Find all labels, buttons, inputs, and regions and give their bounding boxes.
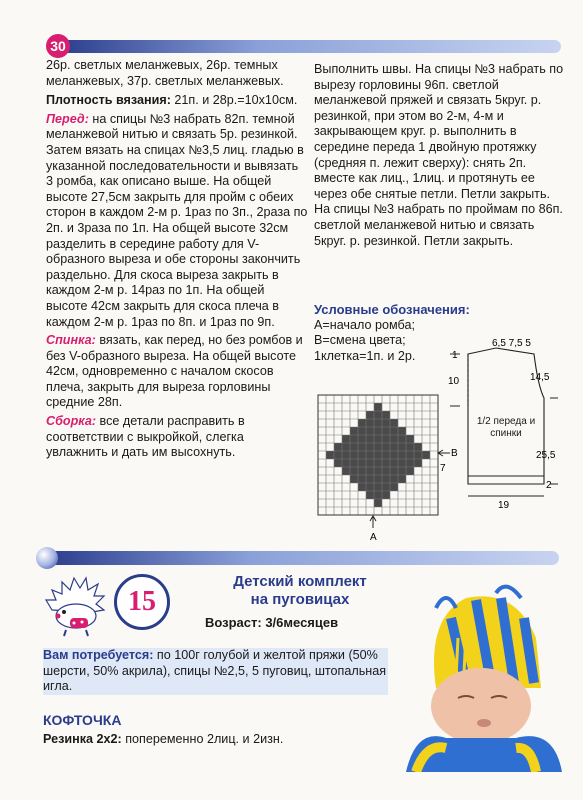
chart-cell-filled: [342, 467, 350, 475]
legend-item-a: А=начало ромба;: [314, 317, 415, 332]
page-number: 30: [46, 34, 70, 58]
chart-cell-filled: [366, 491, 374, 499]
chart-cell-filled: [358, 419, 366, 427]
chart-cell-filled: [398, 459, 406, 467]
chart-cell-filled: [366, 451, 374, 459]
chart-cell-filled: [366, 459, 374, 467]
chart-cell-filled: [350, 475, 358, 483]
chart-cell-filled: [374, 499, 382, 507]
rib-paragraph: [43, 732, 283, 746]
chart-cell-filled: [334, 459, 342, 467]
chart-cell-filled: [374, 491, 382, 499]
chart-cell-filled: [342, 451, 350, 459]
chart-cell-filled: [382, 443, 390, 451]
chart-cell-filled: [366, 467, 374, 475]
chart-cell-filled: [390, 475, 398, 483]
front-label: Перед:: [46, 111, 89, 126]
chart-cell-filled: [382, 451, 390, 459]
chart-cell-filled: [398, 475, 406, 483]
rib-label: Резинка 2х2:: [43, 732, 122, 746]
chart-cell-filled: [398, 443, 406, 451]
chart-cell-filled: [374, 483, 382, 491]
chart-cell-filled: [358, 435, 366, 443]
chart-cell-filled: [374, 411, 382, 419]
chart-cell-filled: [342, 443, 350, 451]
chart-cell-filled: [350, 459, 358, 467]
chart-cell-filled: [350, 443, 358, 451]
chart-cell-filled: [358, 427, 366, 435]
schematic-caption-box: [470, 416, 542, 452]
chart-cell-filled: [374, 475, 382, 483]
schematic-dim-19: 19: [498, 500, 510, 511]
chart-cell-filled: [414, 443, 422, 451]
chart-cell-filled: [406, 451, 414, 459]
chart-label-7: 7: [440, 463, 446, 474]
chart-cell-filled: [374, 443, 382, 451]
chart-cell-filled: [390, 467, 398, 475]
chart-cell-filled: [406, 435, 414, 443]
chart-cell-filled: [390, 443, 398, 451]
chart-cell-filled: [366, 411, 374, 419]
density-text: 21п. и 28р.=10х10см.: [170, 93, 298, 108]
chart-cell-filled: [390, 427, 398, 435]
chart-cell-filled: [390, 459, 398, 467]
chart-cell-filled: [398, 427, 406, 435]
schematic-ticks-right: [550, 398, 558, 484]
top-decor-bar: [56, 40, 561, 53]
chart-cell-filled: [366, 443, 374, 451]
chart-cell-filled: [406, 467, 414, 475]
density-paragraph: [46, 93, 308, 109]
section-divider-bar: [44, 551, 559, 565]
pattern-schematic: [440, 336, 570, 526]
legend-item-cell: 1клетка=1п. и 2р.: [314, 348, 416, 363]
chart-cell-filled: [398, 467, 406, 475]
chart-cell-filled: [350, 427, 358, 435]
chart-cells: [326, 403, 430, 507]
hedgehog-mascot-icon: [42, 570, 112, 640]
chart-cell-filled: [334, 451, 342, 459]
chart-cell-filled: [350, 467, 358, 475]
chart-cell-filled: [358, 459, 366, 467]
requirements-block: [43, 648, 388, 695]
chart-cell-filled: [382, 419, 390, 427]
back-label: Спинка:: [46, 333, 96, 348]
chart-cell-filled: [366, 475, 374, 483]
chart-cell-filled: [382, 459, 390, 467]
assembly-text: все детали расправить в соответствии с выкройкой, слегка увлажнить и дать им высохнуть.: [46, 414, 245, 460]
project-number: 15: [114, 574, 170, 630]
schematic-caption: 1/2 переда и спинки: [476, 416, 536, 439]
back-paragraph: [46, 333, 308, 411]
arrow-a-icon: [370, 516, 376, 528]
chart-cell-filled: [342, 459, 350, 467]
assembly-paragraph: [46, 414, 308, 461]
chart-cell-filled: [326, 451, 334, 459]
chart-cell-filled: [382, 483, 390, 491]
schematic-marker-2: 2: [546, 480, 552, 491]
chart-cell-filled: [366, 483, 374, 491]
chart-cell-filled: [358, 451, 366, 459]
chart-label-b: В: [451, 448, 458, 459]
project-title: [180, 573, 420, 609]
legend-item-b: В=смена цвета;: [314, 333, 406, 348]
chart-cell-filled: [406, 459, 414, 467]
baby-photo: [396, 578, 564, 772]
yarn-intro: 26р. светлых меланжевых, 26р. темных меланжевых, 37р. светлых меланжевых.: [46, 58, 284, 88]
assembly-label: Сборка:: [46, 414, 97, 429]
chart-cell-filled: [374, 403, 382, 411]
project-title-line2: на пуговицах: [250, 591, 350, 608]
schematic-top-dims: 6,5 7,5 5: [492, 338, 531, 349]
chart-cell-filled: [374, 435, 382, 443]
chart-cell-filled: [374, 419, 382, 427]
chart-cell-filled: [358, 475, 366, 483]
project-age: Возраст: 3/6месяцев: [205, 615, 339, 630]
chart-cell-filled: [398, 435, 406, 443]
schematic-dim-25-5: 25,5: [536, 450, 556, 461]
front-text: на спицы №3 набрать 82п. темной меланжевой нитью и связать 5р. резинкой. Затем вязать на спицах №3,5 лиц. гладью в указанной последовательности и вывязать 3 ромба, как описано выше. На общей высоте 27,5см закрыть для пройм с обеих сторон в каждом 2-м р. 1раз по 3п., 2раза по 2п. и 3раза по 1п. На общей высоте 32см разделить в середине работу для V-образного выреза и обе стороны закончить раздельно. Для скоса выреза закрыть в каждом 2-м р. 14раз по 1п. На общей высоте 42см закрыть для скоса плеча в каждом 2-м р. 1раз по 8п. и 1раз по 9п.: [46, 111, 308, 329]
chart-cell-filled: [350, 451, 358, 459]
chart-cell-filled: [342, 435, 350, 443]
chart-cell-filled: [358, 467, 366, 475]
rib-text: попеременно 2лиц. и 2изн.: [121, 732, 284, 746]
chart-cell-filled: [382, 467, 390, 475]
schematic-dim-10: 10: [448, 376, 460, 387]
schematic-dim-14-5: 14,5: [530, 372, 550, 383]
chart-cell-filled: [382, 475, 390, 483]
chart-cell-filled: [366, 427, 374, 435]
divider-ball-icon: [36, 547, 58, 569]
requirements-label: Вам потребуется:: [43, 648, 154, 662]
right-column: [314, 62, 566, 249]
chart-cell-filled: [414, 459, 422, 467]
chart-cell-filled: [374, 467, 382, 475]
chart-cell-filled: [358, 483, 366, 491]
chart-cell-filled: [398, 451, 406, 459]
front-paragraph: [46, 112, 308, 330]
chart-cell-filled: [390, 483, 398, 491]
back-text: вязать, как перед, но без ромбов и без V-образного выреза. На общей высоте 42см, одновременно с началом скосов плеча, закрыть для выреза горловины средние 28п.: [46, 333, 303, 410]
chart-cell-filled: [390, 451, 398, 459]
chart-cell-filled: [350, 435, 358, 443]
requirements-text: по 100г голубой и желтой пряжи (50% шерсти, 50% акрила), спицы №2,5, 5 пуговиц, штопальная игла.: [43, 648, 387, 694]
chart-cell-filled: [374, 427, 382, 435]
left-column: [46, 58, 308, 461]
chart-cell-filled: [422, 451, 430, 459]
chart-cell-filled: [406, 443, 414, 451]
chart-cell-filled: [358, 443, 366, 451]
chart-cell-filled: [366, 419, 374, 427]
section-title-jacket: КОФТОЧКА: [43, 712, 122, 728]
legend-title: Условные обозначения:: [314, 302, 470, 317]
chart-label-a: А: [370, 532, 377, 543]
chart-cell-filled: [414, 451, 422, 459]
density-label: Плотность вязания:: [46, 93, 171, 108]
chart-cell-filled: [374, 459, 382, 467]
schematic-marker-1: 1: [452, 350, 458, 361]
chart-cell-filled: [334, 443, 342, 451]
diamond-chart: [300, 385, 460, 545]
chart-cell-filled: [374, 451, 382, 459]
chart-cell-filled: [382, 411, 390, 419]
chart-cell-filled: [382, 435, 390, 443]
chart-cell-filled: [366, 435, 374, 443]
baby-face: [431, 668, 531, 744]
chart-cell-filled: [390, 419, 398, 427]
chart-cell-filled: [382, 491, 390, 499]
chart-cell-filled: [382, 427, 390, 435]
project-title-line1: Детский комплект: [233, 573, 367, 590]
finish-text: Выполнить швы. На спицы №3 набрать по вырезу горловины 96п. светлой меланжевой пряжей и связать 5круг. р. резинкой, при этом во 2-м, 4-м и закрывающем круг. р. выполнить в середине переда 1 двойную протяжку (средняя п. лежит сверху): снять 2п. вместе как лиц., 1лиц. и протянуть ее через обе снятые петли. Петли закрыть. На спицы №3 набрать по проймам по 86п. светлой меланжевой нитью и связать 5круг. р. резинкой. Петли закрыть.: [314, 62, 564, 248]
chart-cell-filled: [390, 435, 398, 443]
